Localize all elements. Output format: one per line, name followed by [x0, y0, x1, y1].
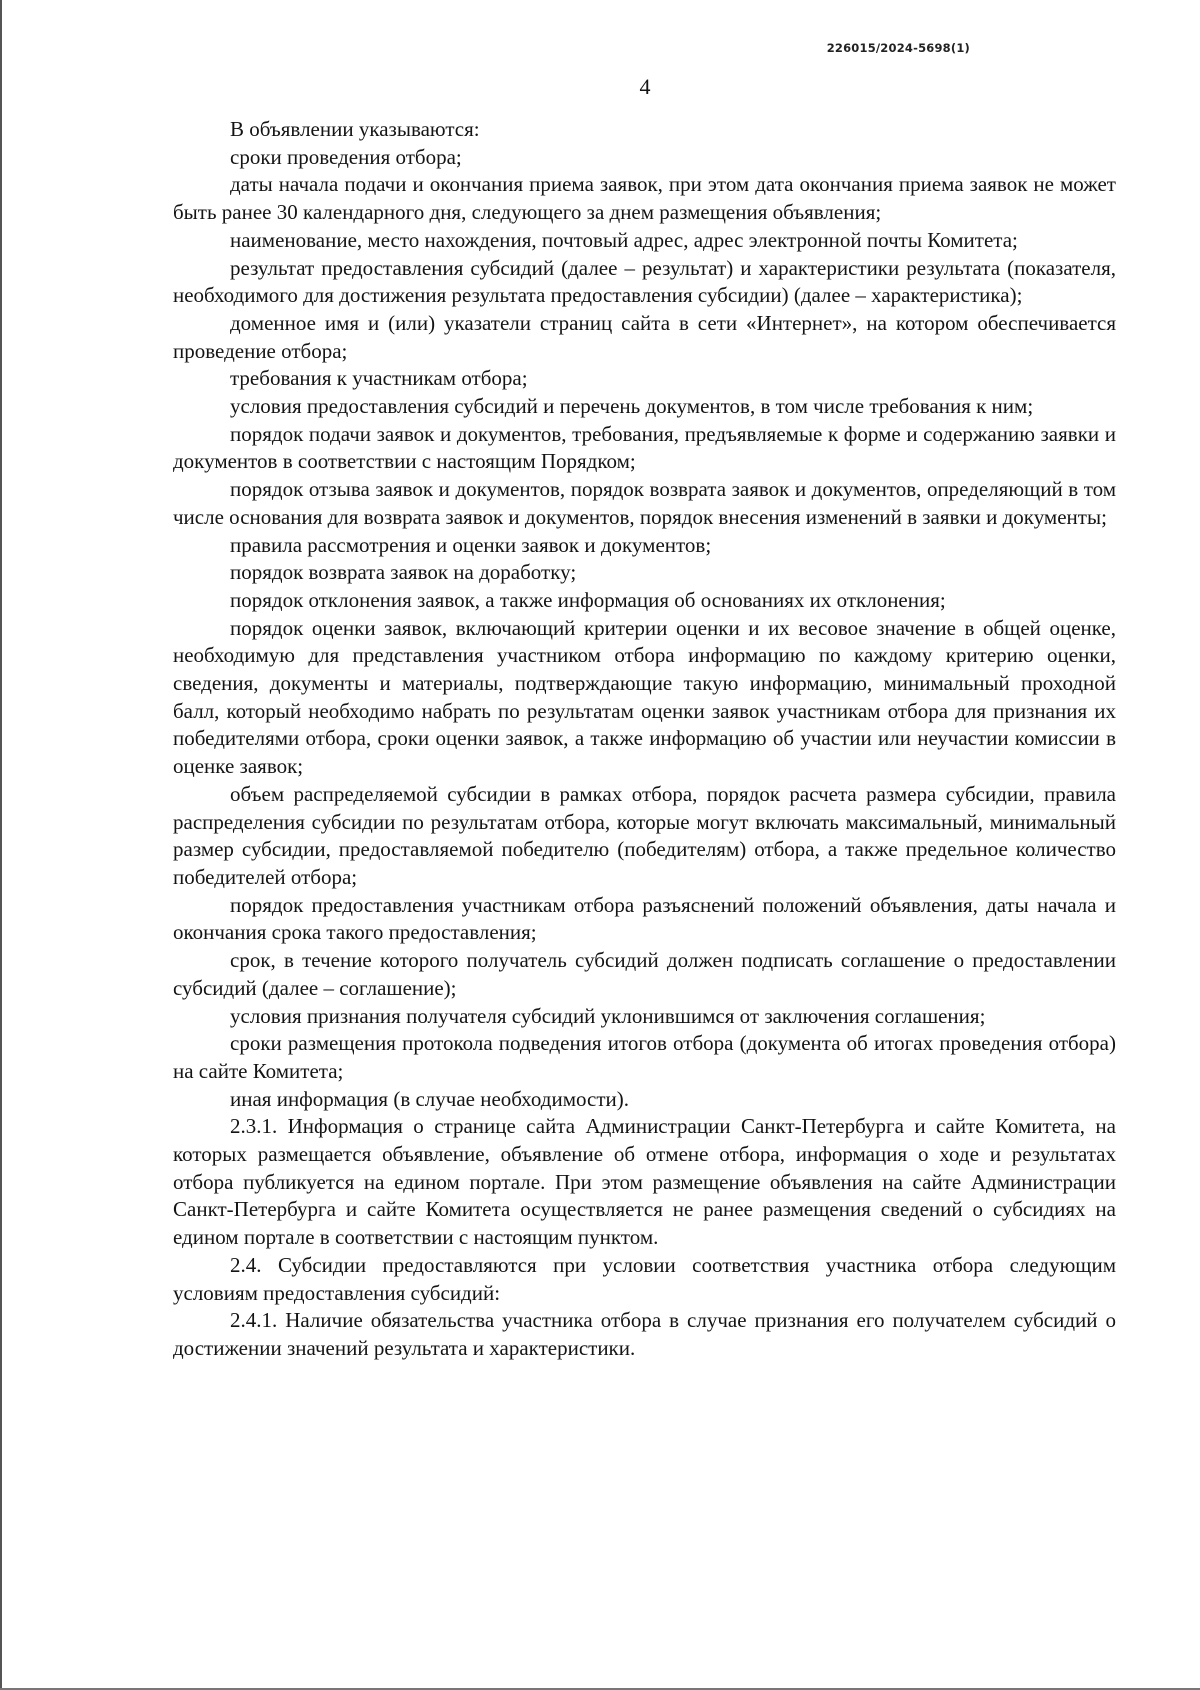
paragraph: порядок подачи заявок и документов, требования, предъявляемые к форме и содержанию заявки и документов в соответствии с настоящим Порядком; [173, 421, 1116, 474]
paragraph: сроки проведения отбора; [230, 144, 462, 169]
paragraph: В объявлении указываются: [230, 117, 480, 141]
paragraph: 2.3.1. Информация о странице сайта Администрации Санкт-Петербурга и сайте Комитета, на которых размещается объявление, объявление об отмене отбора, информация о ходе и результатах отбора публикуется на едином портале. При этом размещение объявления на сайте Администрации Санкт-Петербурга и сайте Комитета осуществляется не ранее размещения сведений о субсидиях на едином портале в соответствии с настоящим пунктом. [173, 1114, 1116, 1250]
document-registration-number: 226015/2024-5698(1) [826, 41, 970, 55]
paragraph: порядок отзыва заявок и документов, порядок возврата заявок и документов, определяющий в том числе основания для возврата заявок и документов, порядок внесения изменений в заявки и документы; [173, 477, 1116, 529]
paragraph: доменное имя и (или) указатели страниц сайта в сети «Интернет», на котором обеспечивается проведение отбора; [173, 310, 1116, 363]
paragraph: порядок оценки заявок, включающий критерии оценки и их весовое значение в общей оценке, необходимую для представления участником отбора информацию по каждому критерию оценки, сведения, документы и материалы, подтверждающие такую информацию, минимальный проходной балл, который необходимо набрать по результатам оценки заявок участникам отбора для признания их победителями отбора, сроки оценки заявок, а также информацию об участии или неучастии комиссии в оценке заявок; [173, 615, 1116, 779]
paragraph: 2.4.1. Наличие обязательства участника отбора в случае признания его получателем субсидий о достижении значений результата и характеристики. [173, 1308, 1116, 1360]
paragraph: порядок предоставления участникам отбора разъяснений положений объявления, даты начала и окончания срока такого предоставления; [173, 892, 1116, 945]
paragraph: срок, в течение которого получатель субсидий должен подписать соглашение о предоставлении субсидий (далее – соглашение); [173, 948, 1116, 1000]
paragraph: порядок отклонения заявок, а также информация об основаниях их отклонения; [230, 587, 946, 612]
paragraph: порядок возврата заявок на доработку; [230, 560, 577, 585]
paragraph: правила рассмотрения и оценки заявок и документов; [230, 532, 712, 557]
paragraph: сроки размещения протокола подведения итогов отбора (документа об итогах проведения отбора) на сайте Комитета; [173, 1031, 1116, 1083]
paragraph: условия признания получателя субсидий уклонившимся от заключения соглашения; [230, 1003, 986, 1028]
paragraph: объем распределяемой субсидии в рамках отбора, порядок расчета размера субсидии, правила распределения субсидии по результатам отбора, которые могут включать максимальный, минимальный размер субсидии, предоставляемой победителю (победителям) отбора, а также предельное количество победителей отбора; [173, 781, 1116, 889]
paragraph: даты начала подачи и окончания приема заявок, при этом дата окончания приема заявок не может быть ранее 30 календарного дня, следующего за днем размещения объявления; [173, 172, 1116, 225]
document-body [173, 116, 1116, 1363]
paragraph: требования к участникам отбора; [230, 366, 528, 391]
page-number: 4 [639, 74, 651, 99]
scan-left-edge [0, 0, 2, 1690]
paragraph: иная информация (в случае необходимости). [230, 1086, 629, 1111]
paragraph: результат предоставления субсидий (далее – результат) и характеристики результата (показателя, необходимого для достижения результата предоставления субсидии) (далее – характеристика); [173, 255, 1116, 308]
paragraph: условия предоставления субсидий и перечень документов, в том числе требования к ним; [230, 394, 1034, 419]
paragraph: наименование, место нахождения, почтовый адрес, адрес электронной почты Комитета; [230, 227, 1018, 252]
paragraph: 2.4. Субсидии предоставляются при условии соответствия участника отбора следующим условиям предоставления субсидий: [173, 1252, 1116, 1305]
